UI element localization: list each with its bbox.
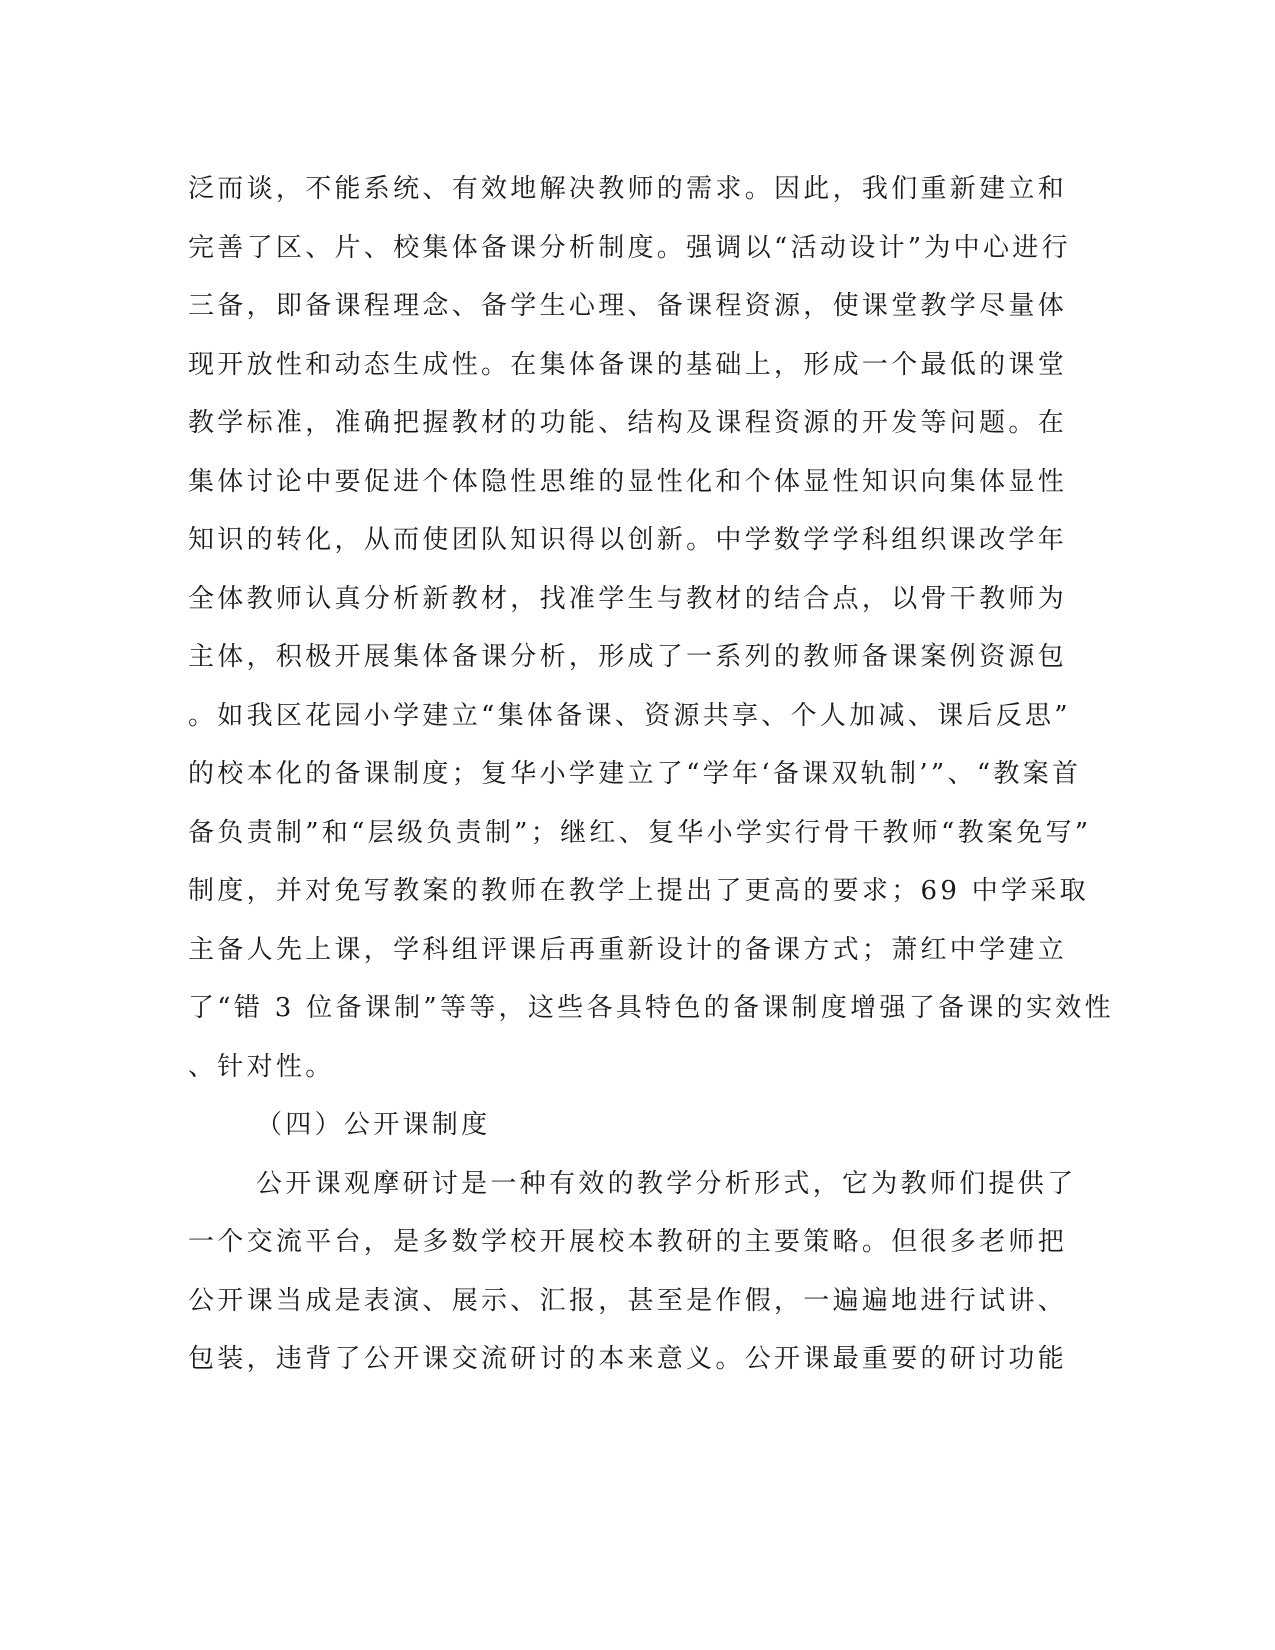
paragraph-2 — [188, 1155, 1088, 1389]
text-line: 泛而谈，不能系统、有效地解决教师的需求。因此，我们重新建立和 — [188, 174, 1068, 204]
text-line: 的校本化的备课制度；复华小学建立了“学年‘备课双轨制’”、“教案首 — [188, 759, 1082, 789]
text-line: 全体教师认真分析新教材，找准学生与教材的结合点，以骨干教师为 — [188, 583, 1068, 614]
document-body — [188, 160, 1114, 1389]
text-line: 、针对性。 — [188, 1051, 335, 1082]
text-line: 公开课当成是表演、展示、汇报，甚至是作假，一遍遍地进行试讲、 — [188, 1285, 1068, 1316]
text-line: 三备，即备课程理念、备学生心理、备课程资源，使课堂教学尽量体 — [188, 291, 1068, 321]
text-line: 集体讨论中要促进个体隐性思维的显性化和个体显性知识向集体显性 — [188, 466, 1068, 497]
text-line: 主体，积极开展集体备课分析，形成了一系列的教师备课案例资源包 — [188, 642, 1068, 672]
text-line: 包装，违背了公开课交流研讨的本来意义。公开课最重要的研讨功能 — [188, 1344, 1068, 1374]
text-line: 主备人先上课，学科组评课后再重新设计的备课方式；萧红中学建立 — [188, 934, 1068, 965]
text-line: 备负责制”和“层级负责制”；继红、复华小学实行骨干教师“教案免写” — [188, 817, 1092, 848]
text-line: 完善了区、片、校集体备课分析制度。强调以“活动设计”为中心进行 — [188, 232, 1071, 263]
text-line: 现开放性和动态生成性。在集体备课的基础上，形成一个最低的课堂 — [188, 349, 1068, 380]
text-line: 一个交流平台，是多数学校开展校本教研的主要策略。但很多老师把 — [188, 1227, 1068, 1257]
text-line: 知识的转化，从而使团队知识得以创新。中学数学学科组织课改学年 — [188, 525, 1068, 555]
text-line: 了“错 3 位备课制”等等，这些各具特色的备课制度增强了备课的实效性 — [188, 993, 1114, 1023]
text-line: 制度，并对免写教案的教师在教学上提出了更高的要求；69 中学采取 — [188, 876, 1089, 906]
text-line: 教学标准，准确把握教材的功能、结构及课程资源的开发等问题。在 — [188, 408, 1068, 438]
text-line: 公开课观摩研讨是一种有效的教学分析形式，它为教师们提供了 — [256, 1168, 1077, 1199]
section-heading: （四）公开课制度 — [256, 1110, 491, 1140]
text-line: 。如我区花园小学建立“集体备课、资源共享、个人加减、课后反思” — [188, 700, 1071, 731]
paragraph-1 — [188, 160, 1114, 1096]
